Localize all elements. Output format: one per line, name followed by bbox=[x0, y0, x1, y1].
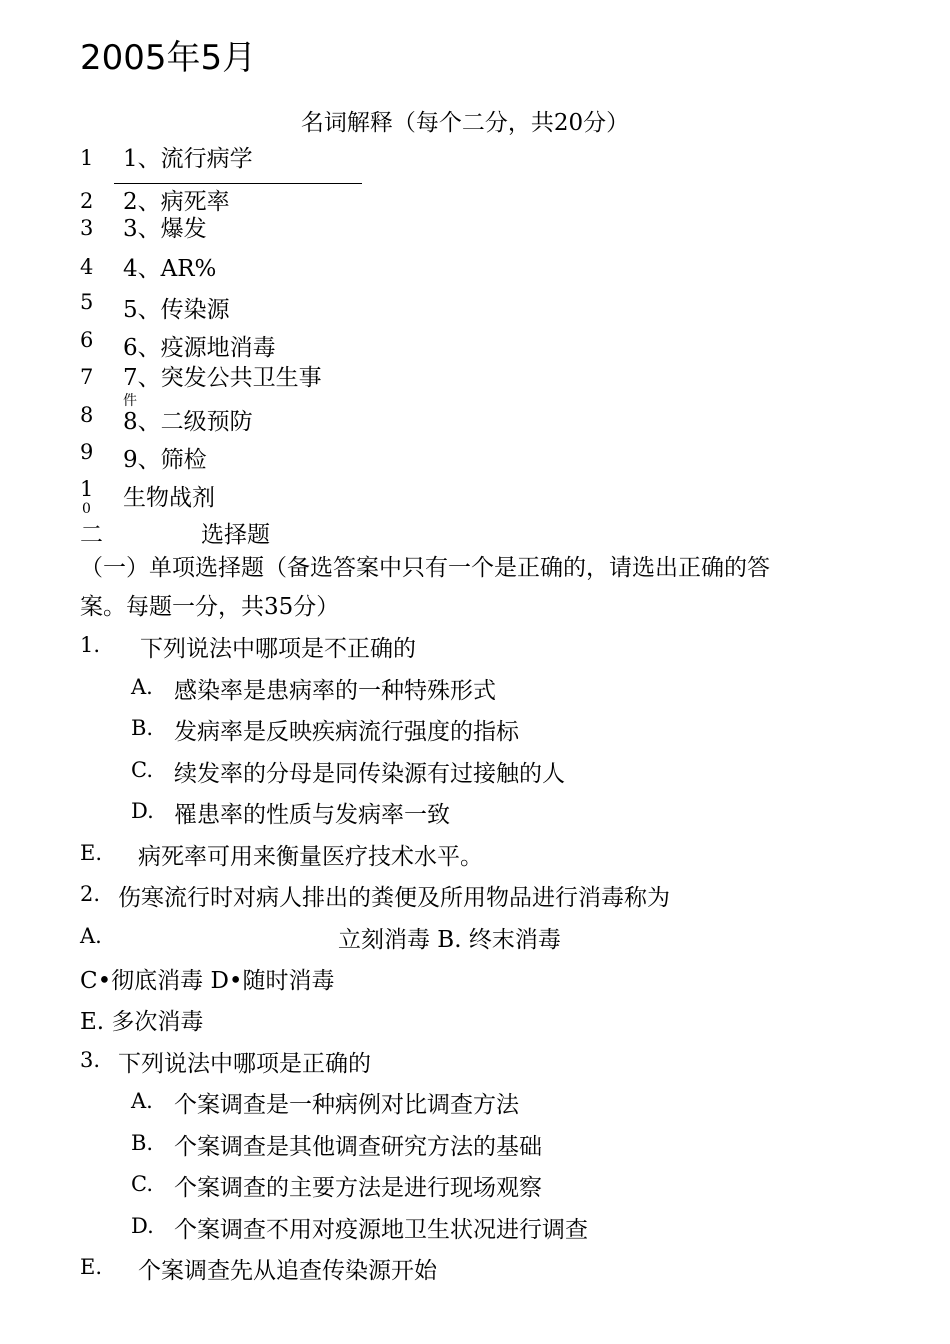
definition-term: 8、二级预防 bbox=[123, 409, 253, 435]
margin-number: 9 bbox=[80, 440, 94, 464]
option-text: 个案调查的主要方法是进行现场观察 bbox=[174, 1175, 542, 1201]
definition-term: 生物战剂 bbox=[123, 485, 215, 511]
definition-term: 6、疫源地消毒 bbox=[123, 335, 276, 361]
definition-term: 5、传染源 bbox=[123, 297, 230, 323]
option-letter: B. bbox=[131, 1131, 154, 1155]
question-text: 下列说法中哪项是正确的 bbox=[118, 1051, 371, 1077]
option-text: 个案调查先从追查传染源开始 bbox=[138, 1258, 437, 1284]
option-letter: C. bbox=[131, 1172, 153, 1196]
option-text: 罹患率的性质与发病率一致 bbox=[174, 802, 450, 828]
clipped-glyph: 件 bbox=[123, 393, 137, 409]
option-letter: A. bbox=[131, 1089, 153, 1113]
margin-number: 5 bbox=[80, 290, 94, 314]
definition-term: 3、爆发 bbox=[123, 216, 207, 242]
margin-number: 1 bbox=[80, 146, 94, 170]
margin-number: 8 bbox=[80, 403, 94, 427]
margin-number: 7 bbox=[80, 365, 94, 389]
option-text: 发病率是反映疾病流行强度的指标 bbox=[174, 719, 519, 745]
margin-number: 4 bbox=[80, 255, 94, 279]
option-letter: B. bbox=[131, 716, 154, 740]
option-letter: E. bbox=[80, 841, 103, 865]
section-number: 二 bbox=[80, 522, 103, 548]
option-text: 病死率可用来衡量医疗技术水平。 bbox=[138, 844, 483, 870]
definition-term: 7、突发公共卫生事 bbox=[123, 365, 322, 391]
question-number: 3. bbox=[80, 1048, 101, 1072]
margin-number: 3 bbox=[80, 216, 94, 240]
underline-rule bbox=[114, 183, 362, 184]
question-text: 下列说法中哪项是不正确的 bbox=[140, 636, 416, 662]
option-letter: A. bbox=[80, 924, 102, 948]
option-text: 个案调查是一种病例对比调查方法 bbox=[174, 1092, 519, 1118]
question-number: 1. bbox=[80, 633, 101, 657]
definition-term: 9、筛检 bbox=[123, 447, 207, 473]
option-letter: C. bbox=[131, 758, 153, 782]
question-text: 伤寒流行时对病人排出的粪便及所用物品进行消毒称为 bbox=[118, 885, 670, 911]
definition-term: 2、病死率 bbox=[123, 189, 230, 215]
sub-heading: （一）单项选择题（备选答案中只有一个是正确的，请选出正确的答 bbox=[80, 555, 770, 581]
option-text: C•彻底消毒 D•随时消毒 bbox=[80, 968, 335, 994]
option-text: 感染率是患病率的一种特殊形式 bbox=[174, 678, 496, 704]
option-text: E. 多次消毒 bbox=[80, 1009, 204, 1035]
margin-number: 1 bbox=[80, 477, 94, 501]
margin-number: 2 bbox=[80, 189, 94, 213]
section-title: 选择题 bbox=[201, 522, 270, 548]
sub-heading-cont: 案。每题一分，共35分） bbox=[80, 594, 340, 620]
definition-term: 1、流行病学 bbox=[123, 146, 253, 172]
option-letter: A. bbox=[131, 675, 153, 699]
option-text: 个案调查不用对疫源地卫生状况进行调查 bbox=[174, 1217, 588, 1243]
option-letter: E. bbox=[80, 1255, 103, 1279]
clipped-glyph: 0 bbox=[82, 501, 91, 517]
option-letter: D. bbox=[131, 799, 154, 823]
section-heading-definitions: 名词解释（每个二分，共20分） bbox=[300, 110, 630, 136]
definition-term: 4、AR% bbox=[123, 256, 217, 282]
page-date: 2005年5月 bbox=[80, 38, 257, 78]
question-number: 2. bbox=[80, 882, 101, 906]
option-text: 个案调查是其他调查研究方法的基础 bbox=[174, 1134, 542, 1160]
margin-number: 6 bbox=[80, 328, 94, 352]
option-text: 续发率的分母是同传染源有过接触的人 bbox=[174, 761, 565, 787]
option-text: 立刻消毒 B. 终末消毒 bbox=[338, 927, 561, 953]
option-letter: D. bbox=[131, 1214, 154, 1238]
